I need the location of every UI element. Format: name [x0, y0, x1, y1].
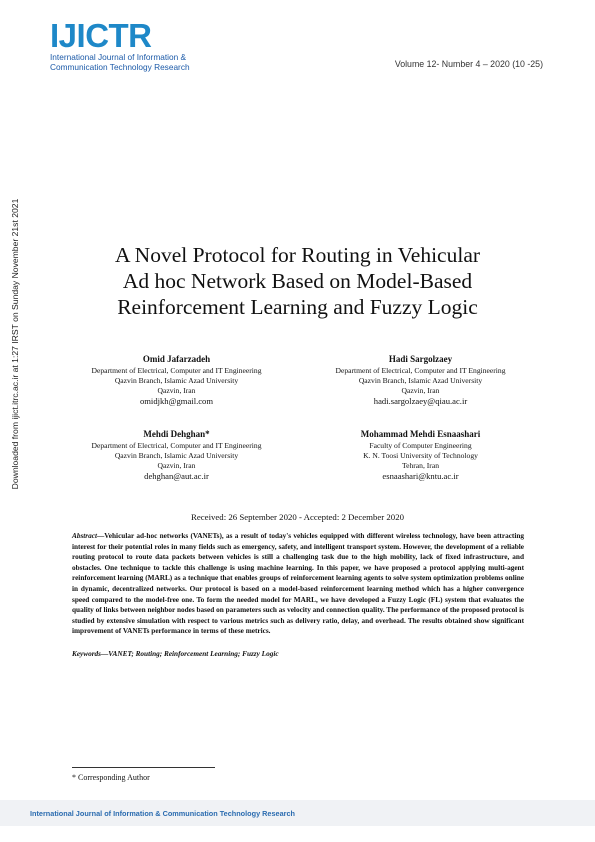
author-department: Faculty of Computer Engineering [369, 441, 472, 450]
author-block [303, 353, 538, 406]
abstract [72, 531, 524, 637]
author-email: esnaashari@kntu.ac.ir [382, 471, 459, 481]
author-name: Hadi Sargolzaey [388, 354, 453, 364]
issue-info: Volume 12- Number 4 – 2020 (10 -25) [394, 59, 543, 69]
abstract-text: —Vehicular ad-hoc networks (VANETs), as a result of today's vehicles equipped with different wireless technology, have been attracting interest for their potential roles in many fields such as emergency, safety, and intelligent transport system. However, the development of a reliable routing protocol to route data packets between vehicles is still a challenging task due to the high mobility, lack of fixed infrastructure, and obstacles. One technique to tackle this challenge is using machine learning. In this paper, we have proposed a protocol applying multi-agent reinforcement learning (MARL) as a technique that enables groups of reinforcement learning agents to solve system optimization problems online in dynamic, decentralized networks. Our protocol is based on a model-based reinforcement learning method which has a higher convergence speed compared to the model-free one. To form the needed model for MARL, we have developed a Fuzzy Logic (FL) system that evaluates the quality of links between neighbor nodes based on parameters such as velocity and connection quality. The performance of the proposed protocol is studied by extensive simulation with respect to various metrics such as delivery ratio, delay, and overhead. The results obtained show significant improvement of VANETs performance in terms of these metrics. [72, 532, 524, 636]
abstract-label: Abstract [72, 532, 97, 540]
title-line: A Novel Protocol for Routing in Vehicular [114, 243, 481, 267]
received-dates: Received: 26 September 2020 - Accepted: 2 December 2020 [190, 512, 404, 522]
author-department: Department of Electrical, Computer and IT Engineering [91, 366, 262, 375]
author-city: Qazvin, Iran [157, 461, 196, 470]
author-email: dehghan@aut.ac.ir [144, 471, 209, 481]
journal-name-line2: Communication Technology Research [50, 62, 190, 72]
title-line: Ad hoc Network Based on Model-Based [122, 269, 473, 293]
footnote-divider [72, 767, 215, 768]
author-name: Mehdi Dehghan* [143, 429, 210, 439]
download-note [8, 170, 22, 518]
author-city: Tehran, Iran [402, 461, 439, 470]
author-institution: Qazvin Branch, Islamic Azad University [358, 376, 483, 385]
author-block [59, 353, 294, 406]
author-email: omidjkh@gmail.com [139, 396, 214, 406]
author-department: Department of Electrical, Computer and IT Engineering [91, 441, 262, 450]
title-line: Reinforcement Learning and Fuzzy Logic [117, 295, 478, 319]
author-institution: K. N. Toosi University of Technology [363, 451, 478, 460]
corresponding-author-note: * Corresponding Author [72, 773, 150, 782]
paper-title [60, 242, 535, 320]
author-institution: Qazvin Branch, Islamic Azad University [114, 376, 239, 385]
footer-journal-name: International Journal of Information & Communication Technology Research [30, 809, 296, 818]
journal-name-line1: International Journal of Information & [50, 52, 187, 62]
author-name: Mohammad Mehdi Esnaashari [360, 429, 481, 439]
author-name: Omid Jafarzadeh [142, 354, 211, 364]
download-note-text: Downloaded from ijict.itrc.ac.ir at 1:27 IRST on Sunday November 21st 2021 [10, 198, 20, 490]
author-city: Qazvin, Iran [401, 386, 440, 395]
author-block [303, 428, 538, 481]
journal-logo-text: IJICTR [50, 17, 152, 54]
author-email: hadi.sargolzaey@qiau.ac.ir [373, 396, 468, 406]
author-institution: Qazvin Branch, Islamic Azad University [114, 451, 239, 460]
journal-logo [50, 17, 190, 72]
page-footer [0, 800, 595, 826]
author-block [59, 428, 294, 481]
author-city: Qazvin, Iran [157, 386, 196, 395]
keywords: Keywords—VANET; Routing; Reinforcement Learning; Fuzzy Logic [72, 650, 279, 658]
author-department: Department of Electrical, Computer and IT Engineering [335, 366, 506, 375]
